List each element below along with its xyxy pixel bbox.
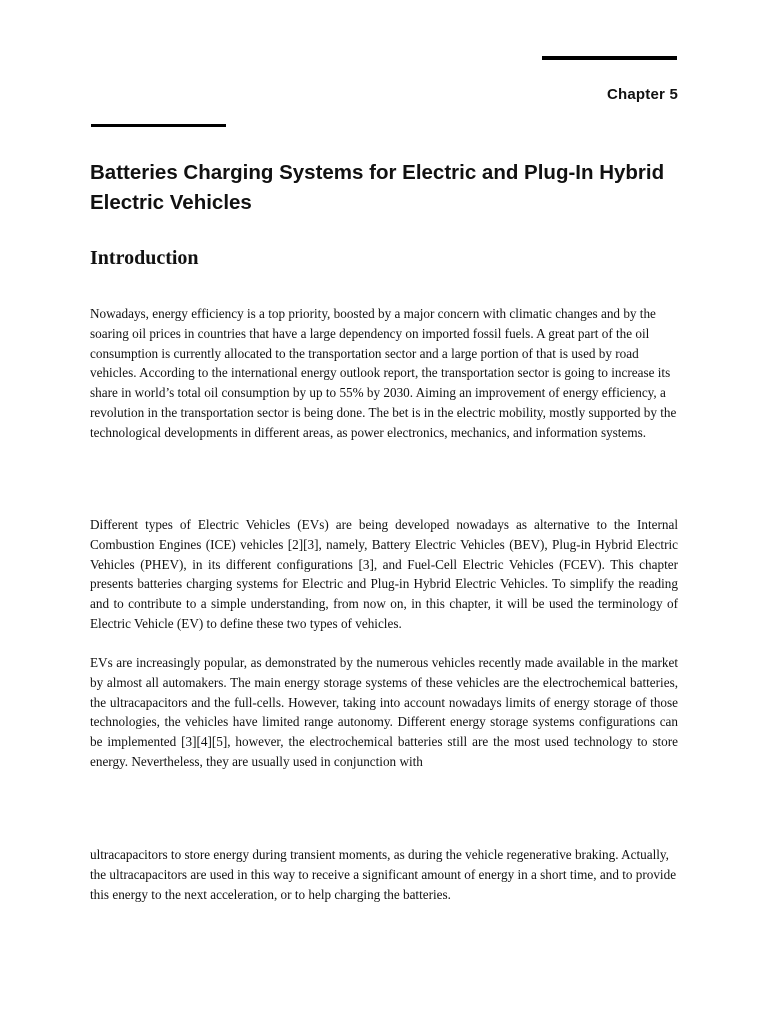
chapter-label: Chapter 5 (607, 86, 678, 103)
paragraph-1: Nowadays, energy efficiency is a top priority, boosted by a major concern with climatic changes and by the soaring oil prices in countries that have a large dependency on imported fossil fuels. A great part of the oil consumption is currently allocated to the transportation sector and a large portion of that is used by road vehicles. According to the international energy outlook report, the transportation sector is going to increase its share in world’s total oil consumption by up to 55% by 2030. Aiming an improvement of energy efficiency, a revolution in the transportation sector is being done. The bet is in the electric mobility, mostly supported by the technological developments in different areas, as power electronics, mechanics, and information systems. (90, 306, 677, 440)
title-rule (91, 124, 226, 127)
section-heading: Introduction (90, 247, 199, 269)
paragraph-3: EVs are increasingly popular, as demonstrated by the numerous vehicles recently made available in the market by almost all automakers. The main energy storage systems of these vehicles are the electrochemical batteries, the ultracapacitors and the full-cells. However, taking into account nowadays limits of energy storage of those technologies, the vehicles have limited range autonomy. Different energy storage systems configurations can be implemented [3][4][5], however, the electrochemical batteries still are the most used technology to store energy. Nevertheless, they are usually used in conjunction with (90, 655, 678, 769)
paragraph-2: Different types of Electric Vehicles (EVs) are being developed nowadays as alternative to the Internal Combustion Engines (ICE) vehicles [2][3], namely, Battery Electric Vehicles (BEV), Plug-in Hybrid Electric Vehicles (PHEV), in its different configurations [3], and Fuel-Cell Electric Vehicles (FCEV). This chapter presents batteries charging systems for Electric and Plug-in Hybrid Electric Vehicles. To simplify the reading and to contribute to a simple understanding, from now on, in this chapter, it will be used the terminology of Electric Vehicle (EV) to define these two types of vehicles. (90, 517, 678, 631)
chapter-title: Batteries Charging Systems for Electric and Plug-In Hybrid Electric Vehicles (90, 161, 665, 214)
paragraph-4: ultracapacitors to store energy during transient moments, as during the vehicle regenerative braking. Actually, the ultracapacitors are used in this way to receive a significant amount of energy in a short time, and to provide this energy to the next acceleration, or to help charging the batteries. (90, 847, 677, 902)
top-rule (542, 56, 677, 60)
